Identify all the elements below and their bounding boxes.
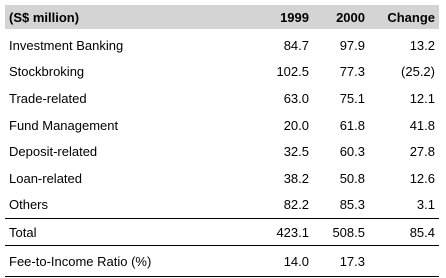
ratio-row <box>5 246 439 277</box>
table-row <box>5 85 439 112</box>
row-value-1999: 20.0 <box>283 117 309 133</box>
table-row <box>5 165 439 192</box>
total-value-change: 85.4 <box>371 219 439 246</box>
row-value-2000: 50.8 <box>339 170 365 186</box>
table-row <box>5 32 439 59</box>
fee-income-table <box>5 5 439 277</box>
total-value-2000: 508.5 <box>315 219 371 246</box>
total-label: Total <box>5 219 251 246</box>
row-value-1999: 84.7 <box>283 37 309 53</box>
row-value-change: 27.8 <box>409 144 435 160</box>
row-label: Investment Banking <box>9 37 124 53</box>
row-value-2000: 85.3 <box>339 197 365 213</box>
row-value-change: 12.1 <box>409 90 435 106</box>
row-label: Deposit-related <box>9 144 98 160</box>
total-row <box>5 219 439 246</box>
ratio-value-change <box>371 246 439 277</box>
total-value-1999: 423.1 <box>251 219 315 246</box>
row-label: Trade-related <box>9 90 87 106</box>
row-value-2000: 97.9 <box>339 37 365 53</box>
row-label: Others <box>9 197 49 213</box>
row-value-change: 3.1 <box>416 197 435 213</box>
row-value-1999: 102.5 <box>276 64 309 80</box>
table-row <box>5 138 439 165</box>
row-value-1999: 38.2 <box>283 170 309 186</box>
header-1999: 1999 <box>251 5 315 29</box>
header-change: Change <box>371 5 439 29</box>
row-label: Fund Management <box>9 117 119 133</box>
ratio-label: Fee-to-Income Ratio (%) <box>5 246 251 277</box>
header-2000: 2000 <box>315 5 371 29</box>
row-value-1999: 32.5 <box>283 144 309 160</box>
row-value-change: (25.2) <box>401 64 435 80</box>
row-label: Stockbroking <box>9 64 85 80</box>
row-value-2000: 75.1 <box>339 90 365 106</box>
ratio-value-1999: 14.0 <box>251 246 315 277</box>
table-header-row <box>5 5 439 29</box>
row-value-change: 13.2 <box>409 37 435 53</box>
table-row <box>5 59 439 86</box>
row-value-2000: 61.8 <box>339 117 365 133</box>
ratio-value-2000: 17.3 <box>315 246 371 277</box>
row-value-2000: 60.3 <box>339 144 365 160</box>
table-row <box>5 112 439 139</box>
row-value-change: 41.8 <box>409 117 435 133</box>
row-value-1999: 63.0 <box>283 90 309 106</box>
table-row <box>5 192 439 219</box>
row-value-1999: 82.2 <box>283 197 309 213</box>
row-value-change: 12.6 <box>409 170 435 186</box>
fee-income-table-container <box>5 5 439 277</box>
header-units-label: (S$ million) <box>5 5 251 29</box>
row-value-2000: 77.3 <box>339 64 365 80</box>
row-label: Loan-related <box>9 170 82 186</box>
